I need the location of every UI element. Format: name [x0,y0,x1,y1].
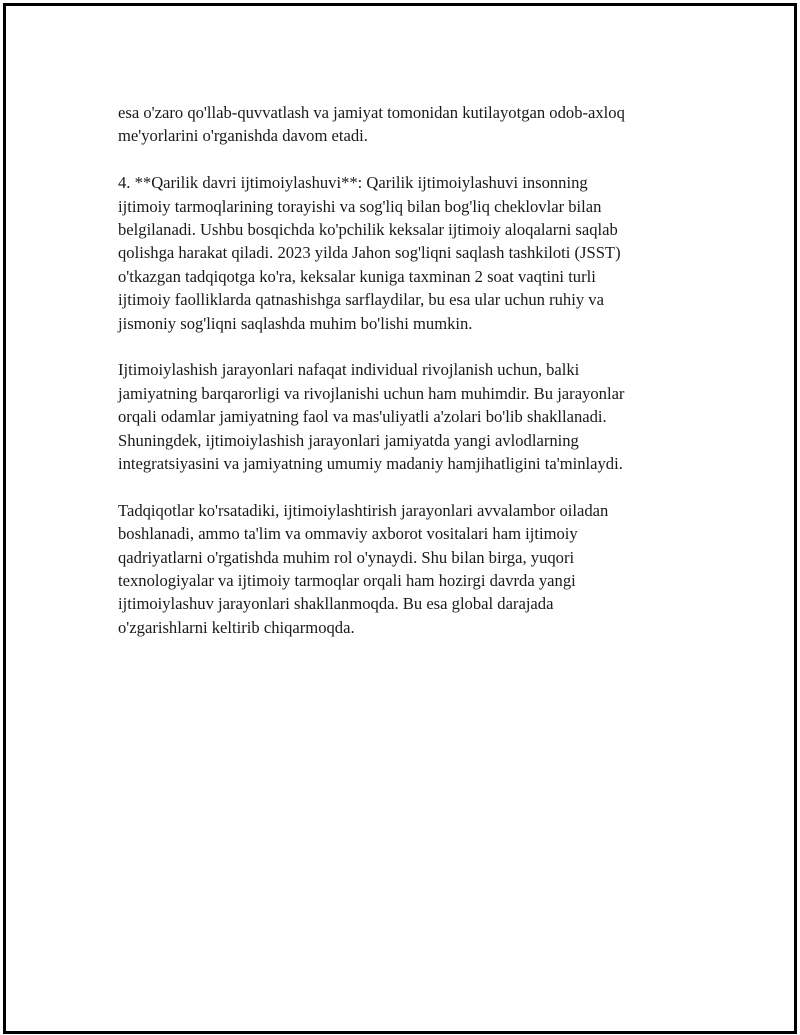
text-line: Ijtimoiylashish jarayonlari nafaqat individual rivojlanish uchun, balki [118,360,580,380]
paragraph-2 [118,171,708,335]
text-line: ijtimoiy faolliklarda qatnashishga sarflaydilar, bu esa ular uchun ruhiy va [118,290,604,310]
text-line: orqali odamlar jamiyatning faol va mas'uliyatli a'zolari bo'lib shakllanadi. [118,407,607,427]
text-line: jamiyatning barqarorligi va rivojlanishi uchun ham muhimdir. Bu jarayonlar [118,383,625,403]
text-line: 4. **Qarilik davri ijtimoiylashuvi**: Qarilik ijtimoiylashuvi insonning [118,173,588,193]
text-line: integratsiyasini va jamiyatning umumiy madaniy hamjihatligini ta'minlaydi. [118,454,623,474]
text-line: Tadqiqotlar ko'rsatadiki, ijtimoiylashtirish jarayonlari avvalambor oiladan [118,500,609,520]
text-line: o'tkazgan tadqiqotga ko'ra, keksalar kuniga taxminan 2 soat vaqtini turli [118,266,596,286]
text-line: qolishga harakat qiladi. 2023 yilda Jahon sog'liqni saqlash tashkiloti (JSST) [118,243,621,263]
text-line: qadriyatlarni o'rgatishda muhim rol o'ynaydi. Shu bilan birga, yuqori [118,547,575,567]
document-body [118,101,708,663]
text-line: me'yorlarini o'rganishda davom etadi. [118,126,368,146]
text-line: ijtimoiy tarmoqlarining torayishi va sog'liq bilan bog'liq cheklovlar bilan [118,196,602,216]
text-line: boshlanadi, ammo ta'lim va ommaviy axborot vositalari ham ijtimoiy [118,524,578,544]
text-line: ijtimoiylashuv jarayonlari shakllanmoqda. Bu esa global darajada [118,594,554,614]
text-line: esa o'zaro qo'llab-quvvatlash va jamiyat tomonidan kutilayotgan odob-axloq [118,103,625,122]
text-line: belgilanadi. Ushbu bosqichda ko'pchilik keksalar ijtimoiy aloqalarni saqlab [118,220,618,240]
paragraph-1 [118,101,708,148]
page-border [3,3,797,1034]
text-line: o'zgarishlarni keltirib chiqarmoqda. [118,617,355,637]
paragraph-4 [118,499,708,639]
text-line: texnologiyalar va ijtimoiy tarmoqlar orqali ham hozirgi davrda yangi [118,571,576,591]
paragraph-3 [118,358,708,475]
text-line: jismoniy sog'liqni saqlashda muhim bo'lishi mumkin. [118,313,473,333]
text-line: Shuningdek, ijtimoiylashish jarayonlari jamiyatda yangi avlodlarning [118,430,579,450]
